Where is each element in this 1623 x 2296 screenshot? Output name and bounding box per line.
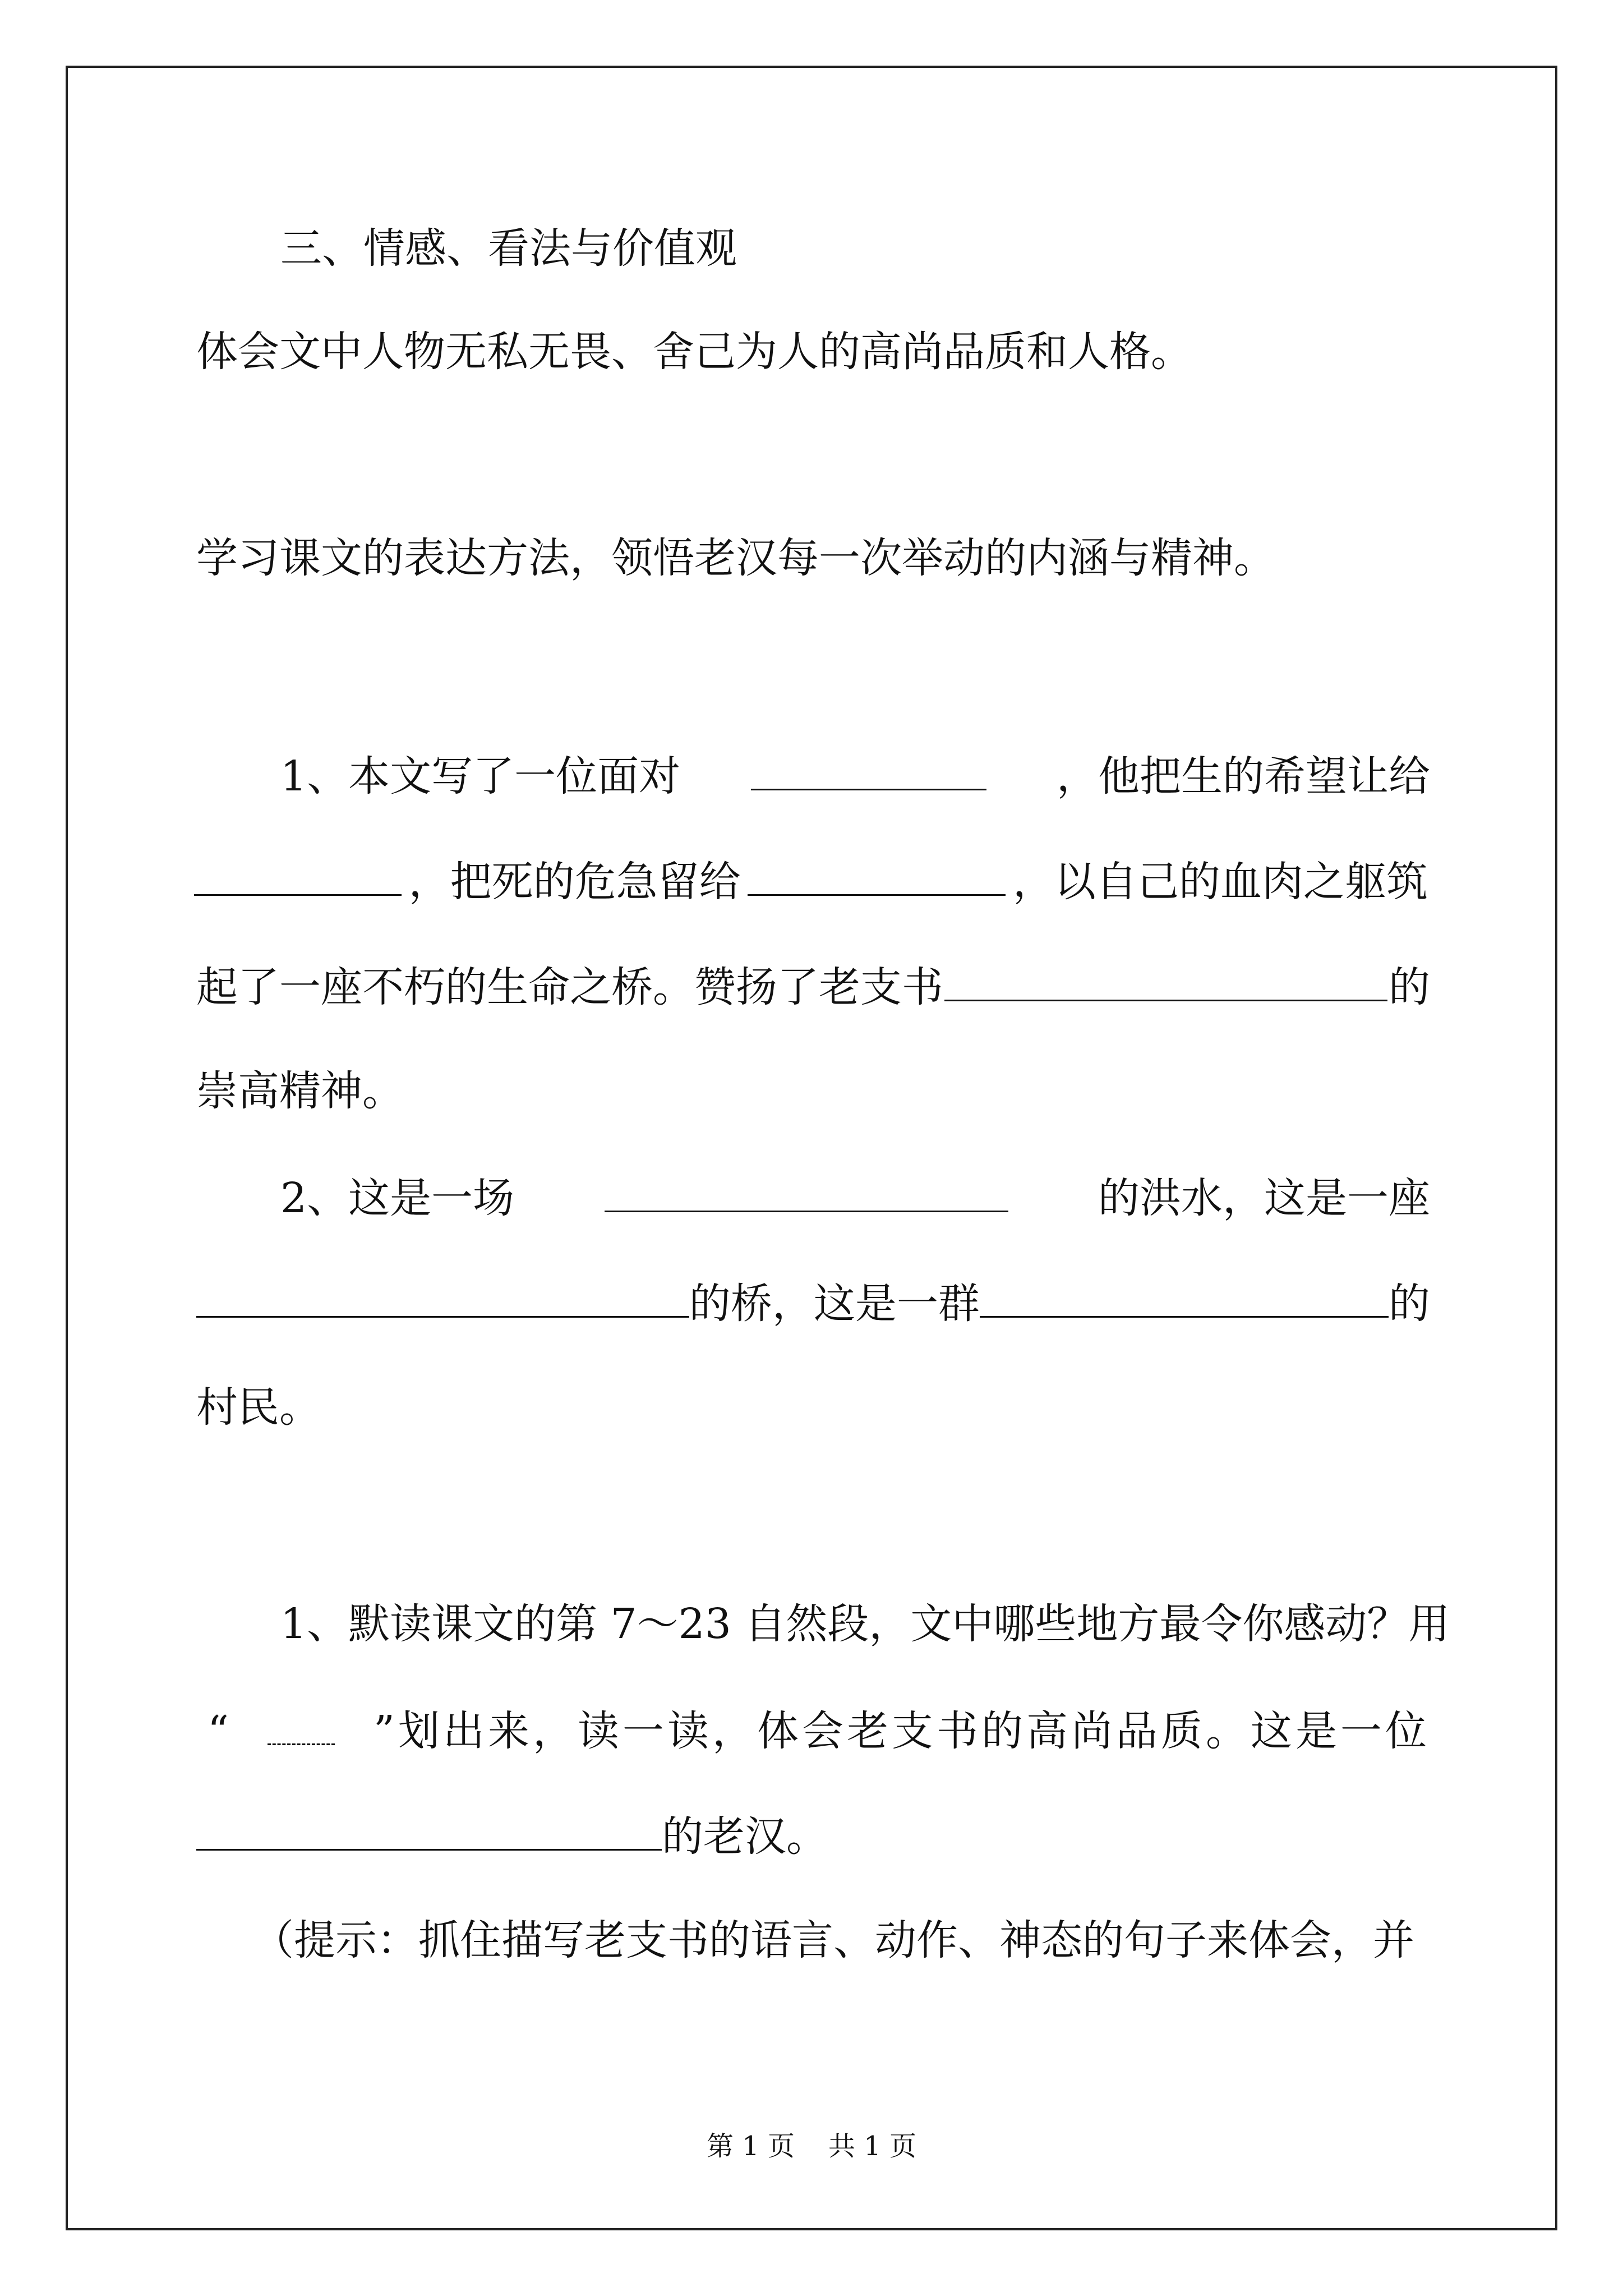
- q1-blank-3[interactable]: [748, 855, 1006, 896]
- q2-line-3: 村民。: [196, 1383, 321, 1432]
- page-number: 第 1 页: [706, 2131, 795, 2162]
- q2-text-1b: 的洪水，这是一座: [1098, 1174, 1430, 1222]
- q1-line-2: [194, 855, 1428, 905]
- q3-line-2: [196, 1704, 1430, 1755]
- q3-text-3: 的老汉。: [662, 1812, 828, 1861]
- q1-line-4: 崇高精神。: [196, 1067, 404, 1115]
- q3-text-2b: ”划出来，读一读，体会老支书的高尚品质。这是一位: [374, 1707, 1430, 1755]
- page-total: 共 1 页: [828, 2131, 917, 2162]
- page-footer: [0, 2129, 1623, 2163]
- q3-line-1: 1、默读课文的第 7～23 自然段，文中哪些地方最令你感动？用: [280, 1600, 1450, 1648]
- q2-line-1: [196, 1171, 1430, 1222]
- q1-blank-1[interactable]: [751, 749, 986, 790]
- q1-text-3b: 的: [1389, 963, 1430, 1011]
- q2-text-2a: 的桥，这是一群: [689, 1280, 980, 1328]
- q1-text-2a: ，把死的危急留给: [408, 858, 741, 906]
- q3-open-quote: “: [208, 1707, 229, 1755]
- q1-text-2b: ，以自己的血肉之躯筑: [1012, 858, 1428, 906]
- paragraph-values: 体会文中人物无私无畏、舍己为人的高尚品质和人格。: [196, 328, 1192, 376]
- q2-text-1a: 2、这是一场: [280, 1174, 515, 1222]
- wavy-underline-mark: [268, 1704, 335, 1745]
- q1-text-1b: ，他把生的希望让给: [1057, 752, 1430, 800]
- q3-line-3: [196, 1810, 1430, 1860]
- paragraph-method: 学习课文的表达方法，领悟老汉每一次举动的内涵与精神。: [196, 534, 1275, 582]
- q1-line-3: [196, 960, 1430, 1011]
- q1-blank-2[interactable]: [194, 855, 402, 896]
- q1-text-3a: 起了一座不朽的生命之桥。赞扬了老支书: [196, 963, 943, 1011]
- q1-text-1a: 1、本文写了一位面对: [280, 752, 681, 800]
- page-border: [66, 66, 1557, 2230]
- q3-blank-1[interactable]: [196, 1810, 662, 1851]
- q1-line-1: [196, 749, 1430, 800]
- q2-text-2b: 的: [1389, 1280, 1430, 1328]
- q1-blank-4[interactable]: [944, 960, 1387, 1001]
- hint-line: （提示：抓住描写老支书的语言、动作、神态的句子来体会，并: [252, 1916, 1414, 1964]
- q2-blank-1[interactable]: [605, 1171, 1008, 1212]
- q2-line-2: [196, 1277, 1430, 1327]
- section-heading: 三、情感、看法与价值观: [280, 224, 737, 273]
- q2-blank-2[interactable]: [196, 1277, 689, 1318]
- q2-blank-3[interactable]: [980, 1277, 1389, 1318]
